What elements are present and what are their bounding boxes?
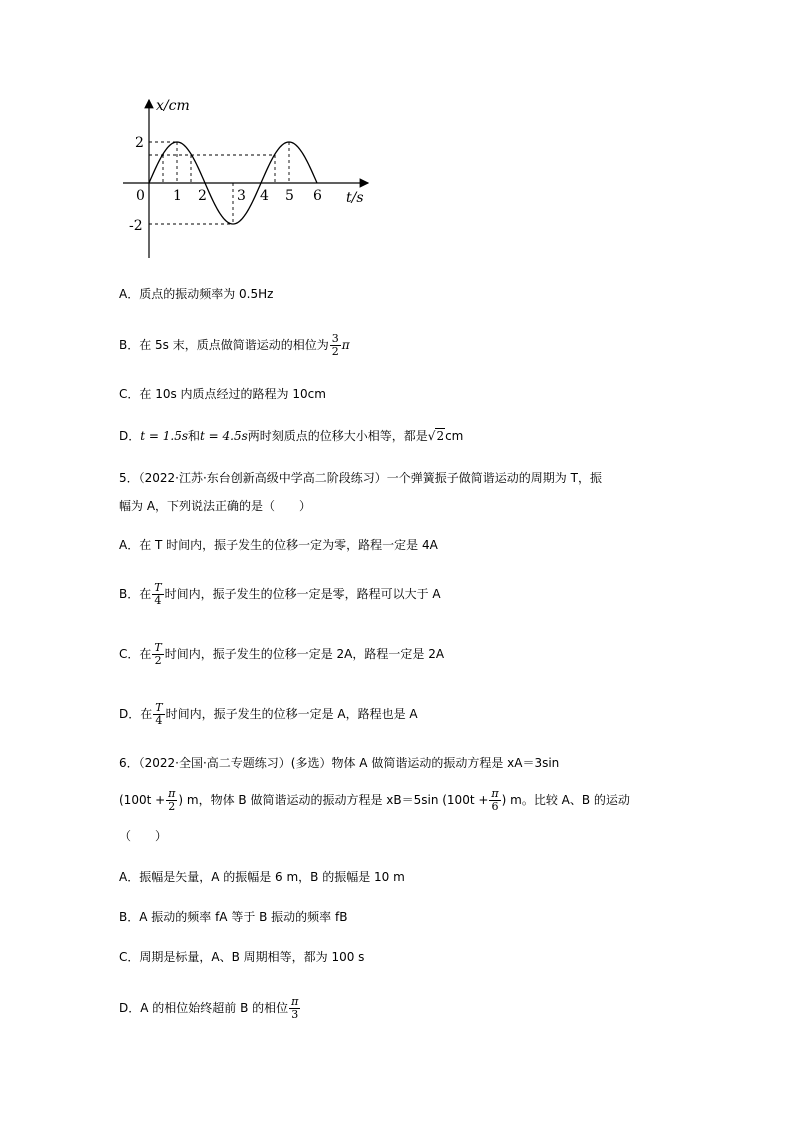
q5-option-c-text: 时间内，振子发生的位移一定是 2A，路程一定是 2A — [164, 647, 445, 661]
q6-option-c: C．周期是标量，A、B 周期相等，都为 100 s — [119, 950, 365, 964]
pi-symbol: π — [341, 338, 350, 352]
fraction-denominator: 4 — [155, 714, 163, 727]
q6-stem-line-2 — [119, 788, 630, 813]
x-axis-label: t/s — [346, 190, 364, 206]
fraction-denominator: 6 — [491, 800, 499, 813]
q6-option-d — [119, 996, 301, 1021]
q4-option-d-label: D． — [119, 429, 141, 443]
q5-option-d — [119, 702, 418, 727]
fraction-numerator: π — [491, 787, 499, 800]
q6-option-d-fraction — [289, 996, 300, 1021]
fraction-denominator: 3 — [291, 1008, 299, 1021]
x-tick-4: 4 — [260, 188, 269, 204]
x-tick-2: 2 — [198, 188, 207, 204]
q6-equation-b: ) m，物体 B 做简谐运动的振动方程是 xB＝5sin (100t + — [178, 793, 489, 807]
x-tick-5: 5 — [285, 188, 294, 204]
q4-option-d-time2: t = 4.5s — [200, 429, 248, 443]
sqrt-radicand: 2 — [436, 429, 445, 443]
q4-option-b-text: B．在 5s 末，质点做简谐运动的相位为 — [119, 338, 329, 352]
q6-equation-a: (100t + — [119, 793, 166, 807]
q4-option-b-fraction — [330, 333, 341, 358]
q5-stem-line-2: 幅为 A，下列说法正确的是（ ） — [119, 499, 312, 513]
origin-label: 0 — [136, 188, 145, 204]
q6-option-a: A．振幅是矢量，A 的振幅是 6 m，B 的振幅是 10 m — [119, 870, 405, 884]
q5-option-c-label: C．在 — [119, 647, 152, 661]
fraction-denominator: 2 — [331, 345, 339, 358]
q5-option-b-text: 时间内，振子发生的位移一定是零，路程可以大于 A — [164, 587, 441, 601]
x-tick-3: 3 — [237, 188, 246, 204]
q5-option-c — [119, 642, 444, 667]
fraction-denominator: 4 — [154, 594, 162, 607]
q5-option-c-fraction — [152, 642, 163, 667]
q6-option-b: B．A 振动的频率 fA 等于 B 振动的频率 fB — [119, 910, 348, 924]
y-axis-label: x/cm — [156, 98, 190, 114]
fraction-numerator: T — [154, 581, 162, 594]
x-tick-6: 6 — [313, 188, 322, 204]
q4-option-c: C．在 10s 内质点经过的路程为 10cm — [119, 387, 326, 401]
q5-option-b-label: B．在 — [119, 587, 152, 601]
q4-option-d-text: 两时刻质点的位移大小相等，都是 — [247, 429, 428, 443]
fraction-numerator: T — [154, 641, 162, 654]
q5-option-d-label: D．在 — [119, 707, 153, 721]
q4-option-a: A．质点的振动频率为 0.5Hz — [119, 287, 274, 301]
q6-option-d-text: D．A 的相位始终超前 B 的相位 — [119, 1001, 289, 1015]
q4-option-d-and: 和 — [188, 429, 201, 443]
q6-fraction-1 — [166, 788, 177, 813]
q4-option-d-time1: t = 1.5s — [140, 429, 188, 443]
sqrt-expression: √2 — [427, 429, 445, 443]
q6-stem-line-3: （ ） — [119, 829, 168, 843]
y-tick-pos: 2 — [135, 135, 144, 151]
fraction-numerator: 3 — [331, 332, 339, 345]
y-tick-neg: -2 — [129, 218, 143, 234]
q5-option-b-fraction — [152, 582, 163, 607]
q5-stem-line-1: 5．（2022·江苏·东台创新高级中学高二阶段练习）一个弹簧振子做简谐运动的周期为 T，振 — [119, 471, 602, 485]
q5-option-b — [119, 582, 441, 607]
fraction-numerator: π — [168, 787, 176, 800]
q6-stem-text: ) m。比较 A、B 的运动 — [501, 793, 630, 807]
displacement-time-graph — [118, 96, 378, 266]
q4-option-b — [119, 333, 350, 358]
fraction-denominator: 2 — [154, 654, 162, 667]
q6-fraction-2 — [489, 788, 500, 813]
q5-option-a: A．在 T 时间内，振子发生的位移一定为零，路程一定是 4A — [119, 538, 438, 552]
q5-option-d-fraction — [153, 702, 164, 727]
fraction-denominator: 2 — [168, 800, 176, 813]
q6-stem-line-1: 6．（2022·全国·高二专题练习）(多选）物体 A 做简谐运动的振动方程是 xA＝3sin — [119, 756, 560, 770]
x-tick-1: 1 — [173, 188, 182, 204]
fraction-numerator: π — [291, 995, 299, 1008]
fraction-numerator: T — [155, 701, 163, 714]
q4-option-d — [119, 426, 463, 446]
q5-option-d-text: 时间内，振子发生的位移一定是 A，路程也是 A — [165, 707, 418, 721]
q4-option-d-unit: cm — [445, 429, 464, 443]
